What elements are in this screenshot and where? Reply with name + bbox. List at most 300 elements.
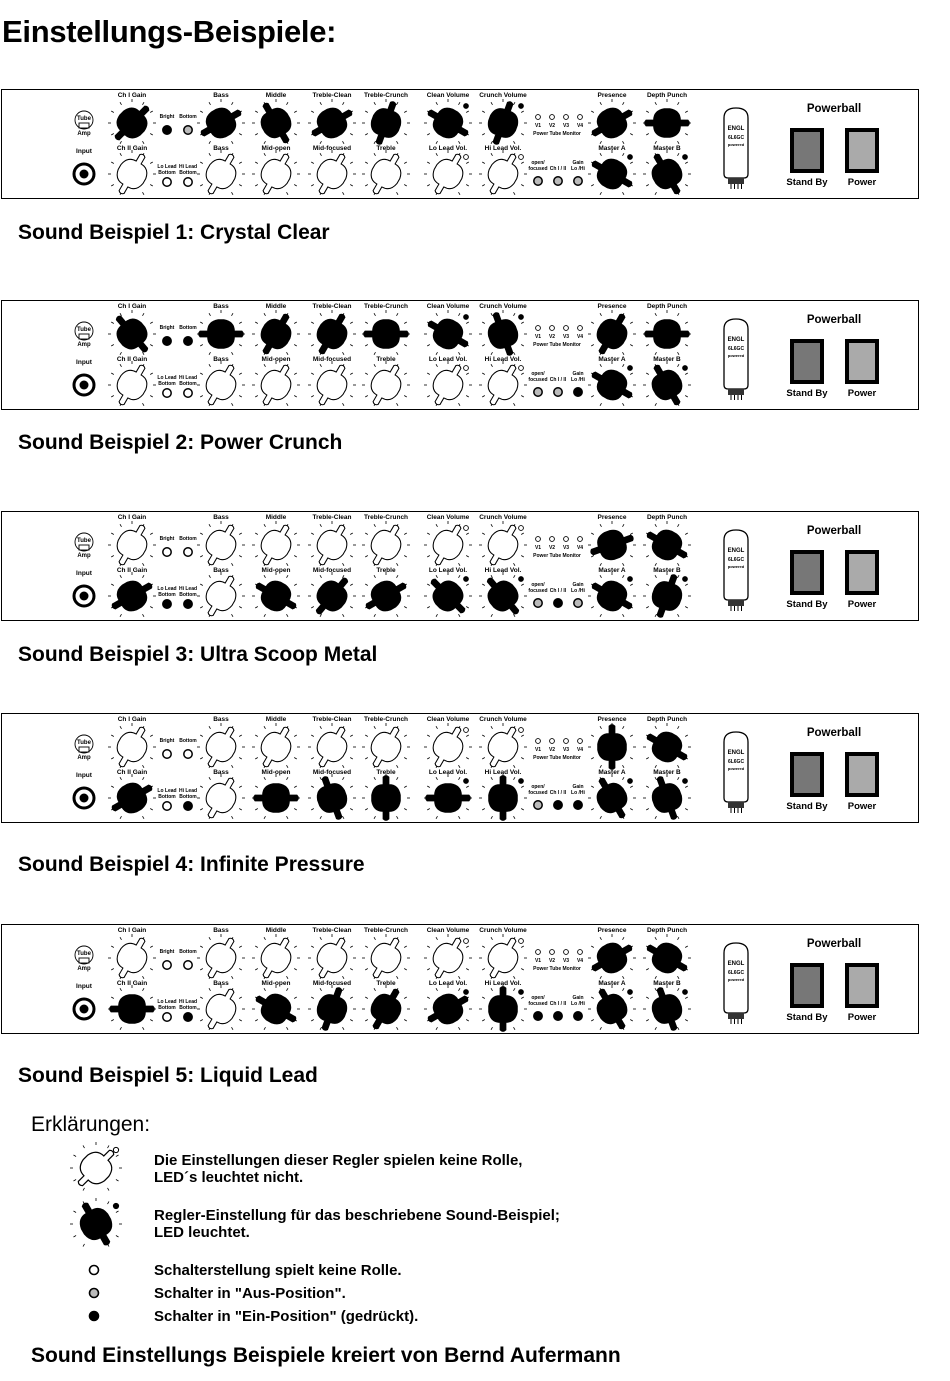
tube-amp-label-top: Tube [77, 740, 91, 746]
knob-depth-punch[interactable] [641, 934, 694, 982]
knob-treble[interactable] [362, 359, 410, 411]
led-lo-lead-vol [464, 155, 469, 160]
knob-bass[interactable] [197, 519, 245, 572]
switch-bright[interactable] [163, 961, 171, 969]
standby-switch[interactable] [790, 752, 824, 797]
knob-crunch-volume[interactable] [479, 721, 527, 774]
switch-hi-lead-bottom[interactable] [184, 802, 192, 810]
input-label: Input [76, 983, 92, 990]
label-stand-by: Stand By [786, 599, 828, 610]
knob-presence[interactable] [586, 934, 639, 982]
knob-lo-lead-vol[interactable] [424, 148, 472, 200]
label-master-b: Master B [653, 145, 681, 152]
legend-text-switch-off: Schalter in "Aus-Position". [154, 1285, 346, 1302]
label-mid-focused: Mid-focused [312, 145, 352, 152]
label-gain-lo-hi: Gain [572, 582, 584, 588]
knob-treble[interactable] [362, 983, 410, 1035]
power-switch[interactable] [845, 752, 879, 797]
label-gain-lo-hi-2: Lo /Hi [571, 588, 585, 594]
label-presence: Presence [597, 514, 627, 521]
label-ch1-2: Ch I / II [549, 166, 567, 172]
switch-lo-lead-bottom[interactable] [163, 178, 171, 186]
label-bass-b: Bass [213, 769, 229, 776]
led-hi-lead-vol [519, 990, 524, 995]
label-ch2-gain: Ch II Gain [116, 145, 148, 152]
label-middle: Middle [265, 303, 287, 310]
standby-switch[interactable] [790, 339, 824, 384]
label-ch2-gain: Ch II Gain [116, 356, 148, 363]
label-bass: Bass [213, 514, 229, 521]
label-ch1-2: Ch I / II [549, 1001, 567, 1007]
knob-ch1-gain[interactable] [108, 932, 156, 985]
standby-switch[interactable] [790, 550, 824, 595]
switch-gain-lo-hi[interactable] [574, 1012, 582, 1020]
knob-treble-crunch[interactable] [362, 519, 410, 572]
knob-master-a[interactable] [586, 572, 639, 620]
switch-gain-lo-hi[interactable] [574, 177, 582, 185]
switch-open-focused[interactable] [534, 388, 542, 396]
amp-panel-1 [1, 89, 919, 199]
tube-amp-label-bottom: Amp [77, 342, 91, 348]
knob-ch1-gain[interactable] [108, 519, 156, 572]
led-lo-lead-vol [464, 990, 469, 995]
label-hi-lead-bottom: Hi Lead [178, 375, 198, 381]
label-master-b: Master B [653, 567, 681, 574]
powerball-logo: Powerball [806, 727, 862, 739]
label-treble-crunch: Treble-Crunch [363, 927, 409, 934]
knob-ch2-gain[interactable] [108, 985, 156, 1030]
knob-mid-open[interactable] [252, 774, 300, 819]
tube-logo-type: 6L6GC [727, 759, 745, 765]
led-clean-volume [464, 526, 469, 531]
label-clean-volume: Clean Volume [426, 303, 470, 310]
label-gain-lo-hi: Gain [572, 160, 584, 166]
tube-amp-label-top: Tube [77, 538, 91, 544]
knob-treble-crunch[interactable] [362, 721, 410, 774]
label-presence: Presence [597, 303, 627, 310]
standby-switch[interactable] [790, 963, 824, 1008]
knob-bass[interactable] [197, 310, 245, 355]
knob-bass-b[interactable] [197, 772, 245, 824]
input-label: Input [76, 570, 92, 577]
label-ch1-2: Ch I / II [549, 588, 567, 594]
led-clean-volume [464, 728, 469, 733]
label-hi-lead-vol: Hi Lead Vol. [484, 980, 522, 987]
label-hi-lead-bottom: Hi Lead [178, 999, 198, 1005]
label-power: Power [847, 177, 877, 188]
knob-hi-lead-vol[interactable] [479, 148, 527, 200]
knob-treble-clean[interactable] [306, 99, 359, 147]
knob-treble-crunch[interactable] [362, 97, 410, 149]
knob-mid-open[interactable] [250, 985, 303, 1033]
label-v1: V1 [534, 123, 542, 129]
label-lo-lead-vol: Lo Lead Vol. [428, 145, 468, 152]
knob-presence[interactable] [588, 308, 636, 361]
knob-hi-lead-vol[interactable] [479, 359, 527, 411]
knob-middle[interactable] [252, 519, 300, 572]
label-crunch-volume: Crunch Volume [479, 303, 527, 310]
knob-treble-crunch[interactable] [362, 310, 410, 355]
led-crunch-volume [519, 728, 524, 733]
knob-master-a[interactable] [586, 361, 639, 409]
label-presence: Presence [597, 716, 627, 723]
amp-front-panel [2, 714, 920, 824]
label-bottom: Bottom [179, 949, 197, 955]
knob-mid-focused[interactable] [308, 983, 356, 1035]
label-power: Power [847, 599, 877, 610]
switch-bottom[interactable] [184, 126, 192, 134]
label-hi-lead-vol: Hi Lead Vol. [484, 145, 522, 152]
switch-bottom[interactable] [184, 548, 192, 556]
power-switch[interactable] [845, 963, 879, 1008]
label-lo-lead-vol: Lo Lead Vol. [428, 356, 468, 363]
led-master-a [628, 577, 633, 582]
legend-switch-on-icon [87, 1309, 101, 1323]
knob-clean-volume[interactable] [422, 99, 475, 147]
knob-lo-lead-vol[interactable] [424, 774, 472, 819]
label-open-focused-2: focused [528, 1001, 548, 1007]
label-treble-clean: Treble-Clean [312, 514, 352, 521]
switch-lo-lead-bottom[interactable] [163, 1013, 171, 1021]
led-lo-lead-vol [464, 779, 469, 784]
switch-gain-lo-hi[interactable] [574, 599, 582, 607]
knob-presence[interactable] [588, 723, 636, 769]
input-jack[interactable] [74, 788, 94, 808]
label-power-tube-monitor: Power Tube Monitor [533, 131, 581, 137]
switch-hi-lead-bottom[interactable] [184, 1013, 192, 1021]
legend-text-set-knob: Regler-Einstellung für das beschriebene Sound-Beispiel; LED leuchtet. [154, 1207, 560, 1241]
switch-bright[interactable] [163, 337, 171, 345]
knob-treble-clean[interactable] [308, 932, 356, 985]
label-gain-lo-hi: Gain [572, 784, 584, 790]
label-treble-clean: Treble-Clean [312, 92, 352, 99]
knob-master-b[interactable] [643, 772, 691, 824]
knob-mid-focused[interactable] [307, 570, 358, 622]
switch-ch1-2[interactable] [554, 388, 562, 396]
label-mid-open: Mid-open [261, 769, 291, 776]
knob-master-a[interactable] [586, 150, 639, 198]
label-ch1-gain: Ch I Gain [117, 303, 147, 310]
switch-gain-lo-hi[interactable] [574, 801, 582, 809]
label-v1: V1 [534, 545, 542, 551]
switch-lo-lead-bottom[interactable] [163, 600, 171, 608]
knob-middle[interactable] [252, 308, 300, 361]
knob-presence[interactable] [586, 99, 639, 147]
switch-bright[interactable] [163, 126, 171, 134]
knob-bass-b[interactable] [197, 570, 245, 622]
switch-hi-lead-bottom[interactable] [184, 389, 192, 397]
label-power-tube-monitor: Power Tube Monitor [533, 342, 581, 348]
input-jack[interactable] [74, 375, 94, 395]
label-v3: V3 [562, 334, 570, 340]
tube-logo-type: 6L6GC [727, 135, 745, 141]
knob-clean-volume[interactable] [424, 519, 472, 572]
label-master-b: Master B [653, 769, 681, 776]
knob-bass[interactable] [197, 932, 245, 985]
knob-treble-clean[interactable] [308, 721, 356, 774]
led-crunch-volume [519, 939, 524, 944]
knob-middle[interactable] [252, 932, 300, 985]
label-open-focused-2: focused [528, 166, 548, 172]
switch-hi-lead-bottom[interactable] [184, 600, 192, 608]
legend-set-knob-icon [68, 1196, 124, 1252]
knob-presence[interactable] [586, 521, 638, 566]
knob-ch2-gain[interactable] [108, 148, 156, 200]
knob-treble[interactable] [362, 148, 410, 200]
label-gain-lo-hi-2: Lo /Hi [571, 790, 585, 796]
power-switch[interactable] [845, 128, 879, 173]
switch-lo-lead-bottom[interactable] [163, 802, 171, 810]
knob-depth-punch[interactable] [641, 723, 694, 771]
knob-master-b[interactable] [643, 359, 691, 411]
tube-logo-type: 6L6GC [727, 346, 745, 352]
label-hi-lead-bottom-2: Bottom [179, 592, 197, 598]
label-clean-volume: Clean Volume [426, 514, 470, 521]
label-power-tube-monitor: Power Tube Monitor [533, 966, 581, 972]
legend-text-irrelevant-knob: Die Einstellungen dieser Regler spielen keine Rolle, LED´s leuchtet nicht. [154, 1152, 523, 1186]
label-open-focused-2: focused [528, 377, 548, 383]
knob-clean-volume[interactable] [424, 721, 472, 774]
led-crunch-volume [519, 526, 524, 531]
knob-mid-focused[interactable] [308, 359, 356, 411]
switch-ch1-2[interactable] [554, 1012, 562, 1020]
switch-bottom[interactable] [184, 750, 192, 758]
label-v1: V1 [534, 958, 542, 964]
switch-open-focused[interactable] [534, 801, 542, 809]
knob-bass[interactable] [195, 99, 248, 147]
switch-ch1-2[interactable] [554, 801, 562, 809]
tube-monitor-led-1 [536, 115, 541, 120]
knob-depth-punch[interactable] [641, 521, 694, 569]
label-stand-by: Stand By [786, 1012, 828, 1023]
label-presence: Presence [597, 92, 627, 99]
label-bright: Bright [159, 536, 175, 542]
label-gain-lo-hi: Gain [572, 995, 584, 1001]
knob-hi-lead-vol[interactable] [479, 985, 527, 1031]
switch-open-focused[interactable] [534, 1012, 542, 1020]
tube-amp-label-bottom: Amp [77, 966, 91, 972]
label-bottom: Bottom [179, 114, 197, 120]
knob-master-b[interactable] [643, 983, 691, 1035]
led-lo-lead-vol [464, 577, 469, 582]
knob-crunch-volume[interactable] [479, 97, 527, 149]
label-lo-lead-vol: Lo Lead Vol. [428, 567, 468, 574]
label-bright: Bright [159, 325, 175, 331]
knob-crunch-volume[interactable] [479, 519, 527, 572]
tube-monitor-led-2 [550, 739, 555, 744]
tube-monitor-led-2 [550, 537, 555, 542]
knob-mid-open[interactable] [250, 572, 303, 620]
switch-open-focused[interactable] [534, 177, 542, 185]
input-label: Input [76, 148, 92, 155]
knob-treble-clean[interactable] [308, 308, 356, 361]
knob-master-b[interactable] [643, 570, 691, 622]
knob-master-a[interactable] [588, 983, 636, 1035]
label-lo-lead-bottom-2: Bottom [158, 592, 176, 598]
label-bright: Bright [159, 949, 175, 955]
led-clean-volume [464, 315, 469, 320]
example-caption-3: Sound Beispiel 3: Ultra Scoop Metal [18, 643, 378, 666]
switch-bottom[interactable] [184, 337, 192, 345]
label-treble-clean: Treble-Clean [312, 927, 352, 934]
label-open-focused: open/ [531, 160, 545, 166]
knob-crunch-volume[interactable] [479, 932, 527, 985]
input-jack[interactable] [74, 999, 94, 1019]
knob-ch1-gain[interactable] [108, 721, 156, 774]
tube-monitor-led-1 [536, 950, 541, 955]
label-v3: V3 [562, 747, 570, 753]
knob-ch2-gain[interactable] [108, 359, 156, 411]
knob-bass-b[interactable] [197, 983, 245, 1035]
label-mid-open: Mid-open [261, 567, 291, 574]
label-lo-lead-vol: Lo Lead Vol. [428, 980, 468, 987]
label-master-b: Master B [653, 980, 681, 987]
label-treble: Treble [376, 769, 396, 776]
tube-monitor-led-2 [550, 115, 555, 120]
legend-title: Erklärungen: [31, 1113, 151, 1136]
label-depth-punch: Depth Punch [646, 303, 688, 310]
label-master-a: Master A [598, 567, 626, 574]
label-power-tube-monitor: Power Tube Monitor [533, 553, 581, 559]
label-treble-crunch: Treble-Crunch [363, 716, 409, 723]
knob-depth-punch[interactable] [643, 310, 691, 355]
switch-gain-lo-hi[interactable] [574, 388, 582, 396]
label-ch1-gain: Ch I Gain [117, 92, 147, 99]
knob-lo-lead-vol[interactable] [424, 359, 472, 411]
amp-panel-3 [1, 511, 919, 621]
knob-ch1-gain[interactable] [106, 97, 158, 149]
label-bright: Bright [159, 738, 175, 744]
switch-lo-lead-bottom[interactable] [163, 389, 171, 397]
knob-lo-lead-vol[interactable] [422, 570, 474, 622]
input-jack[interactable] [74, 586, 94, 606]
power-tube-icon [724, 732, 748, 813]
led-crunch-volume [519, 315, 524, 320]
label-mid-open: Mid-open [261, 980, 291, 987]
label-open-focused: open/ [531, 371, 545, 377]
label-lo-lead-bottom-2: Bottom [158, 1005, 176, 1011]
label-treble-clean: Treble-Clean [312, 303, 352, 310]
tube-logo-type: 6L6GC [727, 970, 745, 976]
input-label: Input [76, 772, 92, 779]
led-master-b [683, 155, 688, 160]
knob-treble[interactable] [362, 774, 410, 820]
powerball-logo: Powerball [806, 525, 862, 537]
knob-master-b[interactable] [643, 148, 691, 200]
switch-bright[interactable] [163, 750, 171, 758]
led-crunch-volume [519, 104, 524, 109]
label-open-focused-2: focused [528, 588, 548, 594]
label-hi-lead-vol: Hi Lead Vol. [484, 356, 522, 363]
label-lo-lead-bottom: Lo Lead [157, 999, 177, 1005]
label-middle: Middle [265, 716, 287, 723]
knob-clean-volume[interactable] [422, 310, 475, 358]
knob-mid-focused[interactable] [308, 148, 356, 200]
knob-crunch-volume[interactable] [479, 308, 527, 360]
power-switch[interactable] [845, 339, 879, 384]
knob-treble[interactable] [360, 572, 413, 620]
power-tube-icon [724, 108, 748, 189]
knob-lo-lead-vol[interactable] [422, 985, 475, 1033]
knob-clean-volume[interactable] [424, 932, 472, 985]
knob-treble-crunch[interactable] [362, 932, 410, 985]
tube-monitor-led-1 [536, 537, 541, 542]
label-middle: Middle [265, 514, 287, 521]
knob-bass-b[interactable] [197, 359, 245, 411]
knob-middle[interactable] [252, 97, 300, 150]
label-treble-crunch: Treble-Crunch [363, 514, 409, 521]
tube-logo-powered: powered [727, 766, 745, 771]
knob-ch2-gain[interactable] [106, 774, 159, 822]
knob-ch2-gain[interactable] [106, 572, 159, 620]
label-open-focused-2: focused [528, 790, 548, 796]
label-v3: V3 [562, 123, 570, 129]
legend-text-switch-on: Schalter in "Ein-Position" (gedrückt). [154, 1308, 419, 1325]
knob-treble-clean[interactable] [308, 519, 356, 572]
knob-bass[interactable] [197, 721, 245, 774]
example-caption-1: Sound Beispiel 1: Crystal Clear [18, 221, 330, 244]
switch-ch1-2[interactable] [554, 599, 562, 607]
label-gain-lo-hi-2: Lo /Hi [571, 1001, 585, 1007]
label-bottom: Bottom [179, 325, 197, 331]
label-stand-by: Stand By [786, 801, 828, 812]
tube-logo-powered: powered [727, 564, 745, 569]
label-stand-by: Stand By [786, 388, 828, 399]
input-jack[interactable] [74, 164, 94, 184]
label-mid-focused: Mid-focused [312, 769, 352, 776]
knob-ch1-gain[interactable] [107, 308, 158, 361]
knob-master-a[interactable] [588, 772, 636, 824]
label-gain-lo-hi: Gain [572, 371, 584, 377]
knob-depth-punch[interactable] [643, 99, 691, 144]
label-ch2-gain: Ch II Gain [116, 567, 148, 574]
tube-monitor-led-2 [550, 950, 555, 955]
label-power: Power [847, 388, 877, 399]
label-presence: Presence [597, 927, 627, 934]
knob-bass-b[interactable] [197, 148, 245, 200]
power-switch[interactable] [845, 550, 879, 595]
switch-open-focused[interactable] [534, 599, 542, 607]
switch-ch1-2[interactable] [554, 177, 562, 185]
label-lo-lead-bottom-2: Bottom [158, 170, 176, 176]
knob-middle[interactable] [252, 721, 300, 774]
tube-monitor-led-3 [564, 326, 569, 331]
label-hi-lead-bottom-2: Bottom [179, 794, 197, 800]
knob-hi-lead-vol[interactable] [479, 774, 527, 820]
led-hi-lead-vol [519, 779, 524, 784]
input-label: Input [76, 359, 92, 366]
label-ch1-gain: Ch I Gain [117, 927, 147, 934]
label-master-b: Master B [653, 356, 681, 363]
example-caption-4: Sound Beispiel 4: Infinite Pressure [18, 853, 365, 876]
tube-logo-type: 6L6GC [727, 557, 745, 563]
tube-monitor-led-4 [578, 537, 583, 542]
legend-switch-irrelevant-icon [87, 1263, 101, 1277]
knob-mid-open[interactable] [252, 148, 300, 200]
led-clean-volume [464, 104, 469, 109]
knob-mid-focused[interactable] [308, 772, 356, 824]
switch-bright[interactable] [163, 548, 171, 556]
switch-bottom[interactable] [184, 961, 192, 969]
knob-hi-lead-vol[interactable] [478, 570, 529, 622]
led-master-a [628, 366, 633, 371]
knob-mid-open[interactable] [252, 359, 300, 411]
legend-text-switch-irrelevant: Schalterstellung spielt keine Rolle. [154, 1262, 402, 1279]
label-bottom: Bottom [179, 738, 197, 744]
switch-hi-lead-bottom[interactable] [184, 178, 192, 186]
label-gain-lo-hi-2: Lo /Hi [571, 377, 585, 383]
standby-switch[interactable] [790, 128, 824, 173]
